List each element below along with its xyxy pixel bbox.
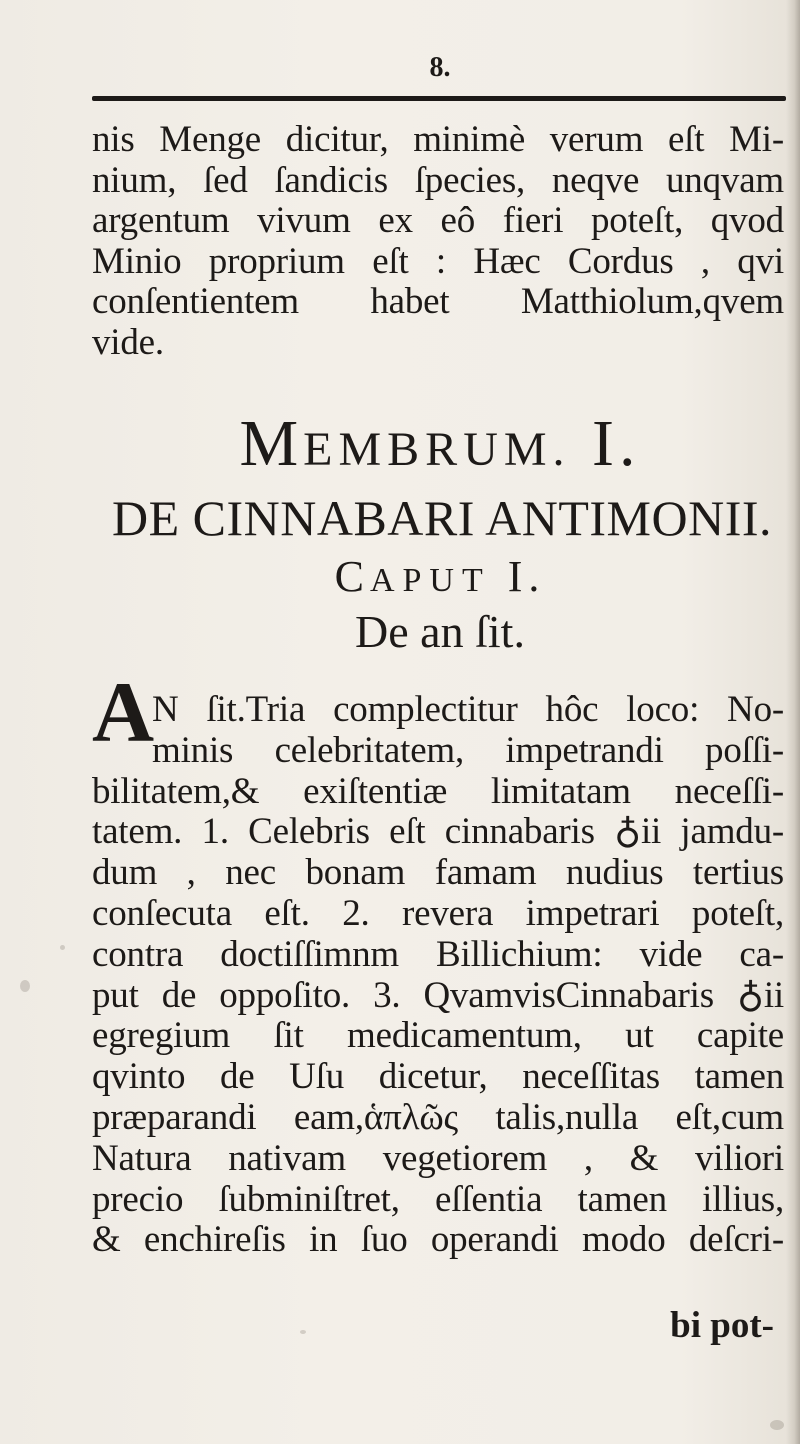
text-line: præparandi eam,ἁπλῶς talis,nulla eſt,cum (92, 1096, 784, 1138)
catchword: bi pot- (670, 1305, 774, 1346)
text-line: put de oppoſito. 3. QvamvisCinnabaris ♁ii (92, 974, 784, 1016)
paper-speck (60, 945, 65, 950)
text-line: egregium ſit medicamentum, ut capite (92, 1015, 784, 1057)
paper-speck (300, 1330, 306, 1334)
opening-paragraph (92, 120, 792, 363)
text-line: vide. (92, 321, 164, 363)
membrum-heading (0, 408, 800, 486)
text-line: minis celebritatem, impetrandi poſſi- (152, 729, 784, 771)
membrum-number: I. (592, 407, 641, 480)
header-rule (92, 96, 786, 101)
text-line: conſentientem habet Matthiolum,qvem (92, 281, 784, 322)
drop-cap: A (92, 664, 155, 760)
text-line: qvinto de Uſu dicetur, neceſſitas tamen (92, 1056, 784, 1098)
chapter-subtitle: De an ſit. (355, 606, 525, 657)
membrum-initial: M (239, 407, 304, 480)
text-line: N ſit.Tria complectitur hôc loco: No- (152, 689, 784, 730)
text-line: nis Menge dicitur, minimè verum eſt Mi- (92, 119, 784, 160)
text-line: & enchireſis in ſuo operandi modo deſcri- (92, 1219, 784, 1261)
text-line: conſecuta eſt. 2. revera impetrari poteſt, (92, 892, 784, 934)
caput-heading (0, 552, 800, 606)
text-line: bilitatem,& exiſtentiæ limitatam neceſſi- (92, 770, 784, 812)
text-line: precio ſubminiſtret, eſſentia tamen illius, (92, 1178, 784, 1220)
text-line: dum , nec bonam famam nudius tertius (92, 852, 784, 894)
paper-speck (20, 980, 30, 992)
caput-number: I. (507, 552, 546, 601)
section-title: DE CINNABARI ANTIMONII. (111, 490, 773, 546)
text-line: contra doctiſſimnm Billichium: vide ca- (92, 933, 784, 975)
caput-word: APUT (369, 562, 491, 599)
paper-speck (770, 1420, 784, 1430)
membrum-word: EMBRUM. (303, 423, 571, 476)
chapter-body (92, 690, 792, 1261)
text-line: tatem. 1. Celebris eſt cinnabaris ♁ii jamdu- (92, 811, 784, 853)
caput-initial: C (334, 552, 370, 601)
page-number: 8. (429, 52, 451, 83)
text-line: Natura nativam vegetiorem , & viliori (92, 1137, 784, 1179)
text-line: Minio proprium eſt : Hæc Cordus , qvi (92, 240, 784, 282)
text-line: argentum vivum ex eô fieri poteſt, qvod (92, 200, 784, 241)
text-line: nium, ſed ſandicis ſpecies, neqve unqvam (92, 159, 784, 201)
